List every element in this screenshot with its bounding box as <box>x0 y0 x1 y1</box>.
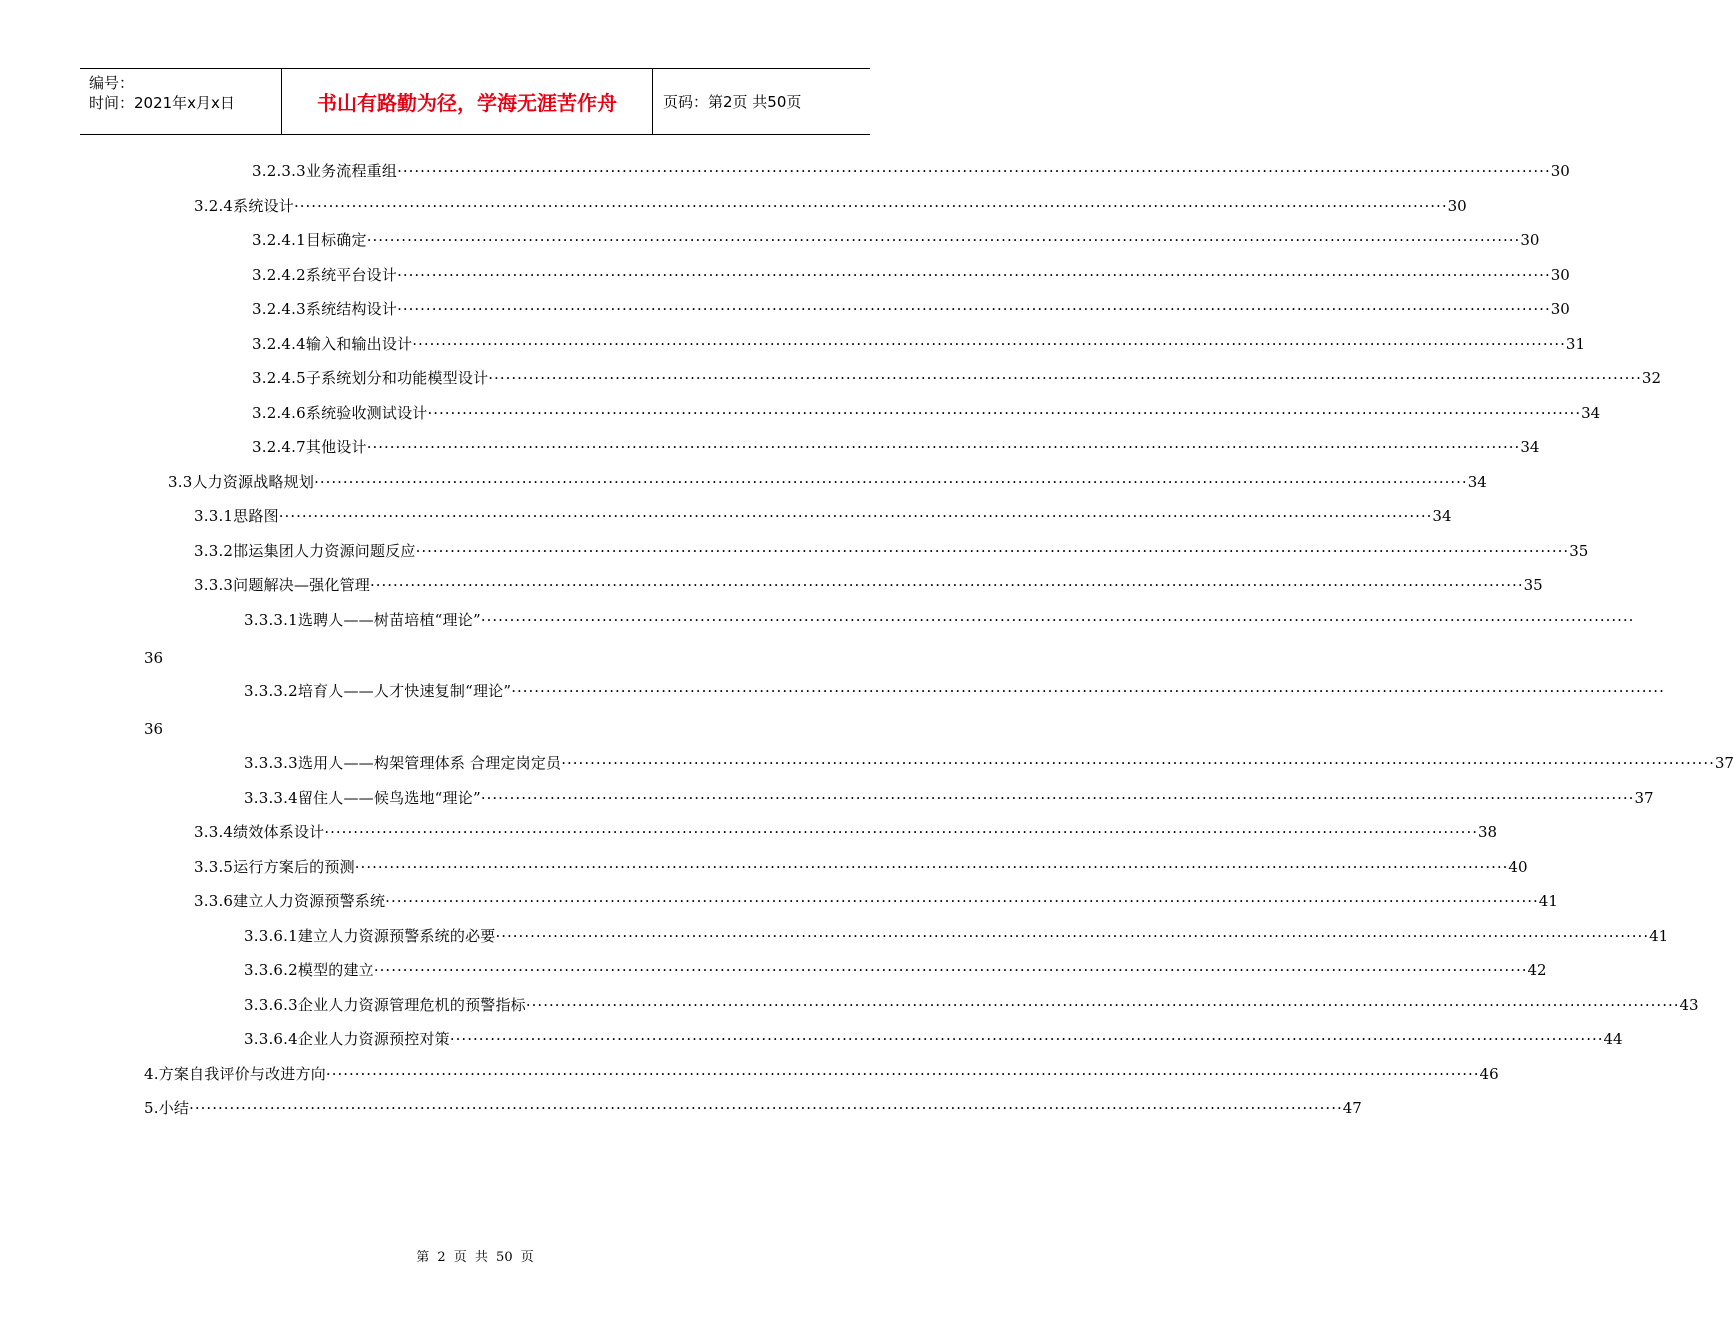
toc-entry[interactable] <box>252 264 1570 286</box>
toc-entry[interactable] <box>244 925 1669 947</box>
toc-entry-title: 3.2.4.7其他设计 <box>252 438 367 456</box>
page-footer: 第 2 页 共 50 页 <box>416 1250 534 1265</box>
toc-entry-title: 3.2.4.4输入和输出设计 <box>252 335 413 353</box>
toc-entry-page[interactable]: 36 <box>144 720 164 738</box>
toc-entry-page: 47 <box>1342 1099 1362 1117</box>
toc-entry-page: 34 <box>1467 473 1487 491</box>
toc-entry[interactable] <box>244 609 1635 631</box>
toc-entry[interactable] <box>252 298 1570 320</box>
toc-entry[interactable] <box>252 229 1540 251</box>
toc-leader: ········································································································································································································ <box>495 927 1650 945</box>
toc-leader: ········································································································································································································ <box>189 1099 1343 1117</box>
toc-entry-title: 3.3.6.3企业人力资源管理危机的预警指标 <box>244 996 526 1014</box>
toc-entry[interactable] <box>194 821 1498 843</box>
toc-entry-title: 3.3人力资源战略规划 <box>168 473 315 491</box>
toc-leader: ········································································································································································································ <box>373 961 1528 979</box>
toc-entry-title: 5.小结 <box>144 1099 190 1117</box>
toc-entry[interactable] <box>244 680 1665 702</box>
toc-leader: ········································································································································································································ <box>354 858 1509 876</box>
page-header <box>80 68 870 135</box>
toc-entry-title: 3.3.3.3选用人——构架管理体系 合理定岗定员 <box>244 754 562 772</box>
toc-entry-title: 3.2.4.6系统验收测试设计 <box>252 404 428 422</box>
toc-entry[interactable] <box>244 1028 1623 1050</box>
toc-entry-title: 3.2.4.1目标确定 <box>252 231 367 249</box>
toc-entry[interactable] <box>252 367 1661 389</box>
toc-entry-title: 3.3.2邯运集团人力资源问题反应 <box>194 542 416 560</box>
toc-entry[interactable] <box>194 856 1528 878</box>
toc-entry[interactable] <box>244 787 1654 809</box>
toc-entry-page: 30 <box>1447 197 1467 215</box>
toc-entry-page: 34 <box>1432 507 1452 525</box>
toc-entry-title: 3.2.3.3业务流程重组 <box>252 162 398 180</box>
toc-leader: ········································································································································································································ <box>397 300 1551 318</box>
toc-leader: ········································································································································································································ <box>415 542 1570 560</box>
toc-entry[interactable] <box>194 505 1452 527</box>
toc-leader: ········································································································································································································ <box>511 682 1665 700</box>
toc-entry-title: 3.2.4.5子系统划分和功能模型设计 <box>252 369 489 387</box>
toc-entry-page[interactable]: 36 <box>144 649 164 667</box>
toc-leader: ········································································································································································································ <box>397 162 1551 180</box>
toc-entry-title: 3.3.6.1建立人力资源预警系统的必要 <box>244 927 496 945</box>
toc-entry-page: 32 <box>1641 369 1661 387</box>
toc-leader: ········································································································································································································ <box>427 404 1582 422</box>
toc-entry[interactable] <box>168 471 1487 493</box>
toc-entry-page: 37 <box>1634 789 1654 807</box>
toc-entry-page: 30 <box>1520 231 1540 249</box>
toc-entry-title: 3.3.6.2模型的建立 <box>244 961 374 979</box>
toc-entry[interactable] <box>252 160 1570 182</box>
toc-leader: ········································································································································································································ <box>325 1065 1480 1083</box>
toc-leader: ········································································································································································································ <box>480 789 1635 807</box>
toc-entry[interactable] <box>194 540 1589 562</box>
toc-entry-title: 3.3.3.2培育人——人才快速复制“理论” <box>244 682 512 700</box>
toc-entry-page: 38 <box>1478 823 1498 841</box>
toc-entry[interactable] <box>252 333 1585 355</box>
toc-entry-page: 35 <box>1569 542 1589 560</box>
toc-entry[interactable] <box>144 1097 1362 1119</box>
toc-entry-title: 3.3.3问题解决—强化管理 <box>194 576 370 594</box>
toc-leader: ········································································································································································································ <box>324 823 1478 841</box>
toc-entry[interactable] <box>194 195 1467 217</box>
toc-entry-page: 34 <box>1520 438 1540 456</box>
toc-entry-title: 3.2.4.2系统平台设计 <box>252 266 398 284</box>
document-date: 时间：2021年x月x日 <box>89 94 235 112</box>
toc-entry-page: 41 <box>1538 892 1558 910</box>
header-motto: 书山有路勤为径，学海无涯苦作舟 <box>281 69 653 134</box>
toc-leader: ········································································································································································································ <box>480 611 1635 629</box>
toc-leader: ········································································································································································································ <box>449 1030 1604 1048</box>
toc-entry[interactable] <box>244 959 1547 981</box>
toc-leader: ········································································································································································································ <box>385 892 1539 910</box>
toc-leader: ········································································································································································································ <box>397 266 1551 284</box>
toc-leader: ········································································································································································································ <box>293 197 1448 215</box>
toc-entry-title: 3.3.4绩效体系设计 <box>194 823 325 841</box>
toc-entry-page: 41 <box>1649 927 1669 945</box>
toc-leader: ········································································································································································································ <box>278 507 1433 525</box>
toc-entry[interactable] <box>244 752 1734 774</box>
header-page-info: 页码：第2页 共50页 <box>663 93 802 111</box>
toc-leader: ········································································································································································································ <box>369 576 1524 594</box>
toc-entry-page: 30 <box>1550 162 1570 180</box>
toc-entry[interactable] <box>252 402 1601 424</box>
toc-leader: ········································································································································································································ <box>561 754 1715 772</box>
toc-leader: ········································································································································································································ <box>488 369 1642 387</box>
document-number-label: 编号： <box>89 74 135 92</box>
toc-leader: ········································································································································································································ <box>412 335 1566 353</box>
toc-entry[interactable] <box>194 574 1543 596</box>
toc-entry-page: 40 <box>1508 858 1528 876</box>
toc-entry-page: 35 <box>1523 576 1543 594</box>
toc-entry[interactable] <box>244 994 1699 1016</box>
toc-entry-page: 34 <box>1581 404 1601 422</box>
toc-leader: ········································································································································································································ <box>525 996 1680 1014</box>
toc-entry-page: 37 <box>1714 754 1734 772</box>
toc-entry-title: 3.2.4系统设计 <box>194 197 294 215</box>
toc-entry-title: 3.2.4.3系统结构设计 <box>252 300 398 318</box>
toc-leader: ········································································································································································································ <box>366 231 1521 249</box>
toc-entry-title: 4.方案自我评价与改进方向 <box>144 1065 326 1083</box>
toc-entry-page: 31 <box>1565 335 1585 353</box>
toc-entry-page: 30 <box>1550 266 1570 284</box>
toc-entry-page: 44 <box>1603 1030 1623 1048</box>
toc-entry-title: 3.3.3.4留住人——候鸟选地“理论” <box>244 789 481 807</box>
header-meta <box>80 69 281 134</box>
toc-entry[interactable] <box>252 436 1540 458</box>
toc-entry-title: 3.3.3.1选聘人——树苗培植“理论” <box>244 611 481 629</box>
toc-entry-title: 3.3.1思路图 <box>194 507 279 525</box>
toc-entry-title: 3.3.6建立人力资源预警系统 <box>194 892 386 910</box>
toc-leader: ········································································································································································································ <box>366 438 1521 456</box>
toc-entry[interactable] <box>144 1063 1499 1085</box>
toc-entry-title: 3.3.6.4企业人力资源预控对策 <box>244 1030 450 1048</box>
toc-entry[interactable] <box>194 890 1558 912</box>
toc-entry-page: 30 <box>1550 300 1570 318</box>
toc-entry-title: 3.3.5运行方案后的预测 <box>194 858 355 876</box>
toc-entry-page: 46 <box>1479 1065 1499 1083</box>
toc-entry-page: 43 <box>1679 996 1699 1014</box>
toc-entry-page: 42 <box>1527 961 1547 979</box>
toc-leader: ········································································································································································································ <box>314 473 1468 491</box>
